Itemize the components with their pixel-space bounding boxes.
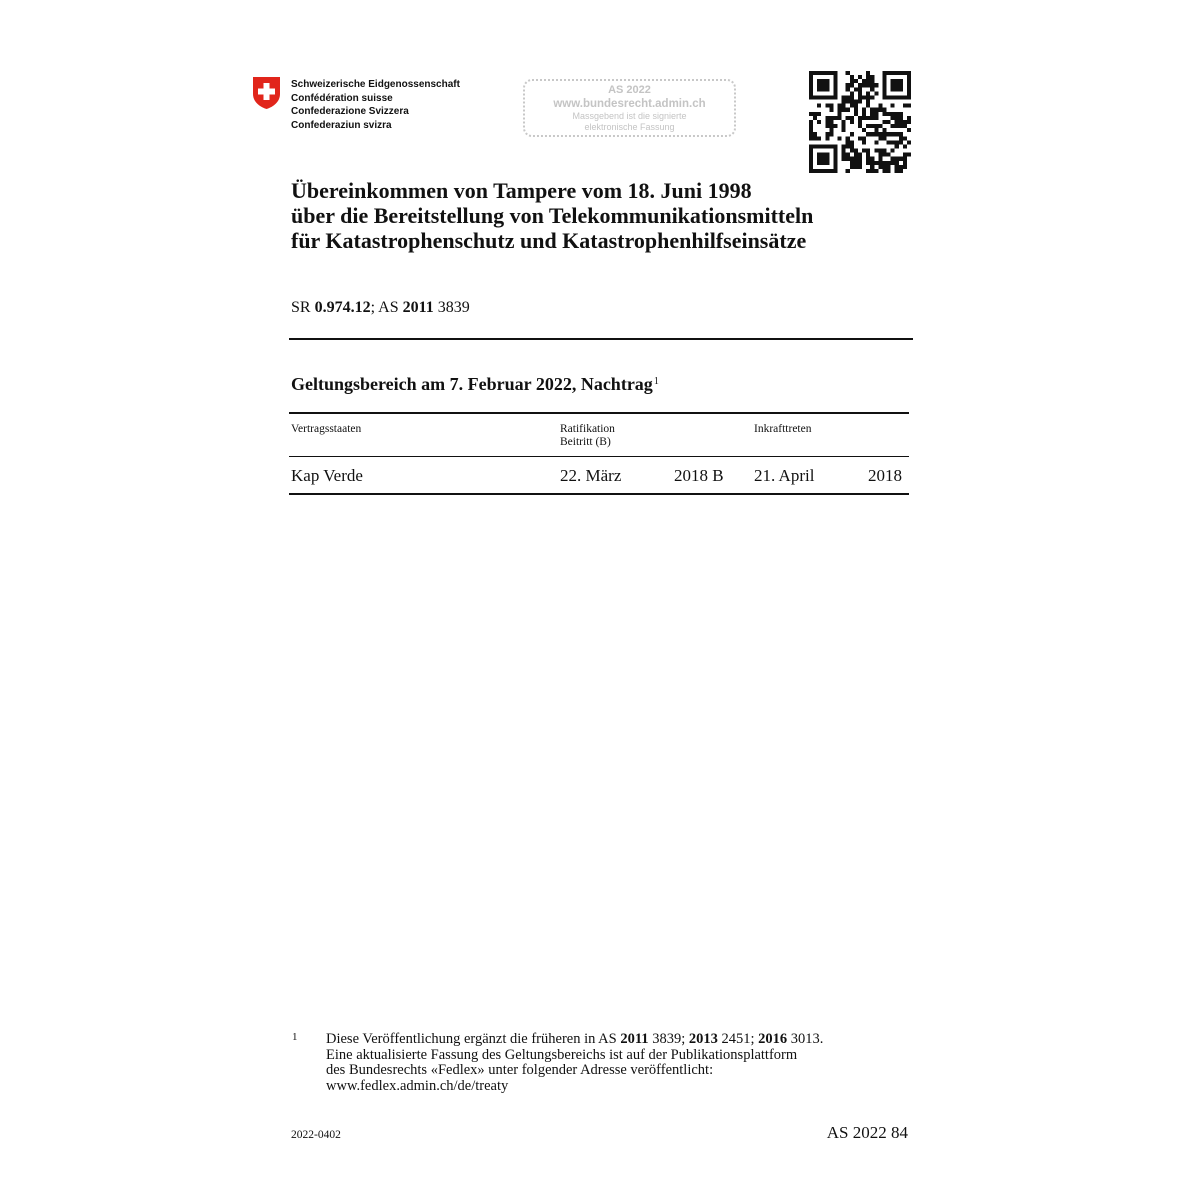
divider [289,338,913,340]
header-ratification: Ratifikation Beitritt (B) [560,423,615,448]
table-bottom-rule [289,493,909,495]
cell-state: Kap Verde [291,466,363,485]
footnote-line-2: Eine aktualisierte Fassung des Geltungsbereichs ist auf der Publikationsplattform [326,1046,798,1063]
agency-line-de: Schweizerische Eidgenossenschaft [291,79,460,90]
cell-entry-date: 21. April [754,466,815,485]
cell-entry-year: 2018 [868,466,902,485]
as-reference: AS 2022 84 [826,1123,908,1142]
title-line-2: über die Bereitstellung von Telekommunikationsmitteln [291,203,814,228]
swiss-crest-icon [252,76,281,110]
table-top-rule [289,412,909,414]
agency-line-fr: Confédération suisse [291,92,393,104]
document-title [291,178,813,253]
scope-heading: Geltungsbereich am 7. Februar 2022, Nachtrag$^1$ [291,374,659,394]
header-states: Vertragsstaaten [291,423,362,435]
footnote-link[interactable]: www.fedlex.admin.ch/de/treaty [326,1077,509,1094]
agency-line-it: Confederazione Svizzera [291,106,409,117]
stamp-note-2: elektronische Fassung [584,122,675,132]
table-header-rule [289,456,909,457]
stamp-note-1: Massgebend ist die signierte [572,111,687,121]
title-line-1: Übereinkommen von Tampere vom 18. Juni 1998 [291,178,752,203]
sr-number: 0.974.12 [314,299,371,316]
title-line-3: für Katastrophenschutz und Katastrophenhilfseinsätze [291,228,807,253]
agency-line-rm: Confederaziun svizra [291,119,392,131]
as-year: 2011 [402,299,434,316]
sr-reference: SR 0.974.12; AS 2011 3839 [291,299,470,316]
cell-ratification-date: 22. März [560,466,622,485]
header-entry: Inkrafttreten [754,423,812,435]
stamp-url: www.bundesrecht.admin.ch [553,98,706,110]
publication-stamp [523,79,736,137]
cell-ratification-year: 2018 B [674,466,724,485]
footnote-line-3: des Bundesrechts «Fedlex» unter folgender Adresse veröffentlicht: [326,1062,714,1078]
agency-name [291,78,460,132]
footnote-line-1: Diese Veröffentlichung ergänzt die früheren in AS 2011 3839; 2013 2451; 2016 3013. [326,1031,824,1047]
footnote-text [326,1032,926,1094]
stamp-as-year: AS 2022 [608,84,651,96]
footnote-number: 1 [292,1031,298,1043]
qr-code-icon [809,71,911,173]
footnote-ref[interactable]: 1 [653,376,659,387]
document-code: 2022-0402 [291,1129,341,1141]
